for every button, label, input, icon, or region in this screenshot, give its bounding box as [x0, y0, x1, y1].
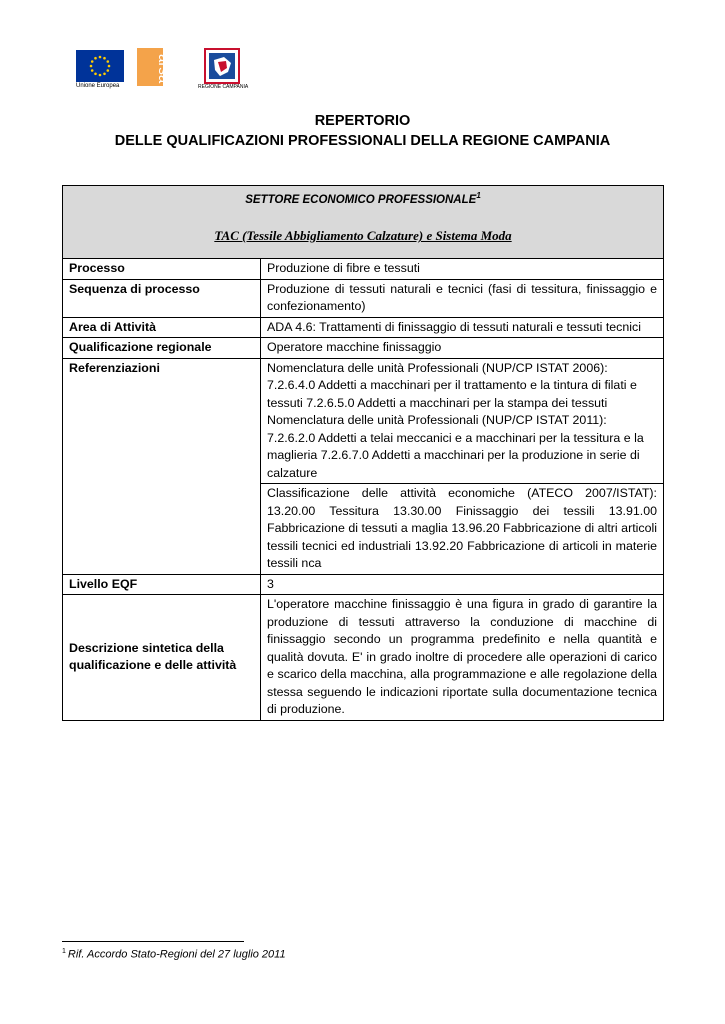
nup-2006-text: Nomenclatura delle unità Professionali (NUP/CP ISTAT 2006): 7.2.6.4.0 Addetti a macchinari per il trattamento e la tintura di filati e tessuti 7.2.6.5.0 Addetti a macchinari per la stampa dei tessuti [267, 360, 637, 410]
sector-label-text: SETTORE ECONOMICO PROFESSIONALE [245, 193, 477, 206]
nup-2011-text: Nomenclatura delle unità Professionali (NUP/CP ISTAT 2011): 7.2.6.2.0 Addetti a telai meccanici e a macchinari per la tessitura e la maglieria 7.2.6.7.0 Addetti a macchinari per la produzione in serie di calzature [267, 413, 644, 480]
descrizione-value: L'operatore macchine finissaggio è una figura in grado di garantire la produzione di tessuti attraverso la conduzione di macchine di finissaggio secondo un programma predefinito e nella quantità e qualità dovuta. E' in grado inoltre di procedere alle operazioni di carico e scarico della macchina, alla programmazione e alle regolazione della stessa seguendo le indicazioni riportate sulla documentazione tecnica di produzione. [261, 595, 664, 721]
qualificazione-value: Operatore macchine finissaggio [261, 338, 664, 359]
arsal-logo-text: arsa [155, 54, 172, 84]
sector-name: TAC (Tessile Abbigliamento Calzature) e Sistema Moda [214, 228, 512, 244]
arsal-logo [137, 48, 181, 86]
footnote-separator [62, 941, 244, 942]
sequenza-label: Sequenza di processo [63, 279, 261, 317]
qualification-table [62, 185, 664, 721]
table-row [63, 595, 664, 721]
referenziazioni-label: Referenziazioni [63, 358, 261, 574]
table-row [63, 338, 664, 359]
sequenza-value: Produzione di tessuti naturali e tecnici (fasi di tessitura, finissaggio e confezionamento) [261, 279, 664, 317]
footnote-ref[interactable]: 1 [476, 191, 481, 200]
livello-label: Livello EQF [63, 574, 261, 595]
table-row [63, 279, 664, 317]
qualificazione-label: Qualificazione regionale [63, 338, 261, 359]
table-header-row [63, 186, 664, 259]
eu-caption: Unione Europea [76, 83, 120, 89]
referenziazioni-nup-cell [261, 358, 664, 484]
table-row [63, 259, 664, 280]
processo-label: Processo [63, 259, 261, 280]
sector-header-cell [63, 186, 664, 259]
footnote-number: 1 [62, 948, 66, 955]
document-subtitle: DELLE QUALIFICAZIONI PROFESSIONALI DELLA REGIONE CAMPANIA [114, 133, 611, 149]
campania-caption: REGIONE CAMPANIA [198, 84, 249, 90]
eu-flag-logo [76, 50, 124, 82]
table-row [63, 317, 664, 338]
processo-value: Produzione di fibre e tessuti [261, 259, 664, 280]
descrizione-label: Descrizione sintetica della qualificazione e delle attività [63, 595, 261, 721]
table-row [63, 574, 664, 595]
area-label: Area di Attività [63, 317, 261, 338]
footnote [62, 948, 286, 961]
ateco-value: Classificazione delle attività economiche (ATECO 2007/ISTAT): 13.20.00 Tessitura 13.30.00 Finissaggio dei tessili 13.91.00 Fabbricazione di tessuti a maglia 13.96.20 Fabbricazione di altri articoli tessili tecnici ed industriali 13.92.20 Fabbricazione di articoli in materie tessili nca [261, 484, 664, 575]
document-title: REPERTORIO [314, 113, 411, 129]
regione-campania-logo [204, 48, 240, 84]
livello-value: 3 [261, 574, 664, 595]
sector-label [245, 191, 481, 206]
table-row [63, 358, 664, 484]
area-value: ADA 4.6: Trattamenti di finissaggio di tessuti naturali e tessuti tecnici [261, 317, 664, 338]
footnote-text: Rif. Accordo Stato-Regioni del 27 luglio 2011 [67, 948, 286, 961]
